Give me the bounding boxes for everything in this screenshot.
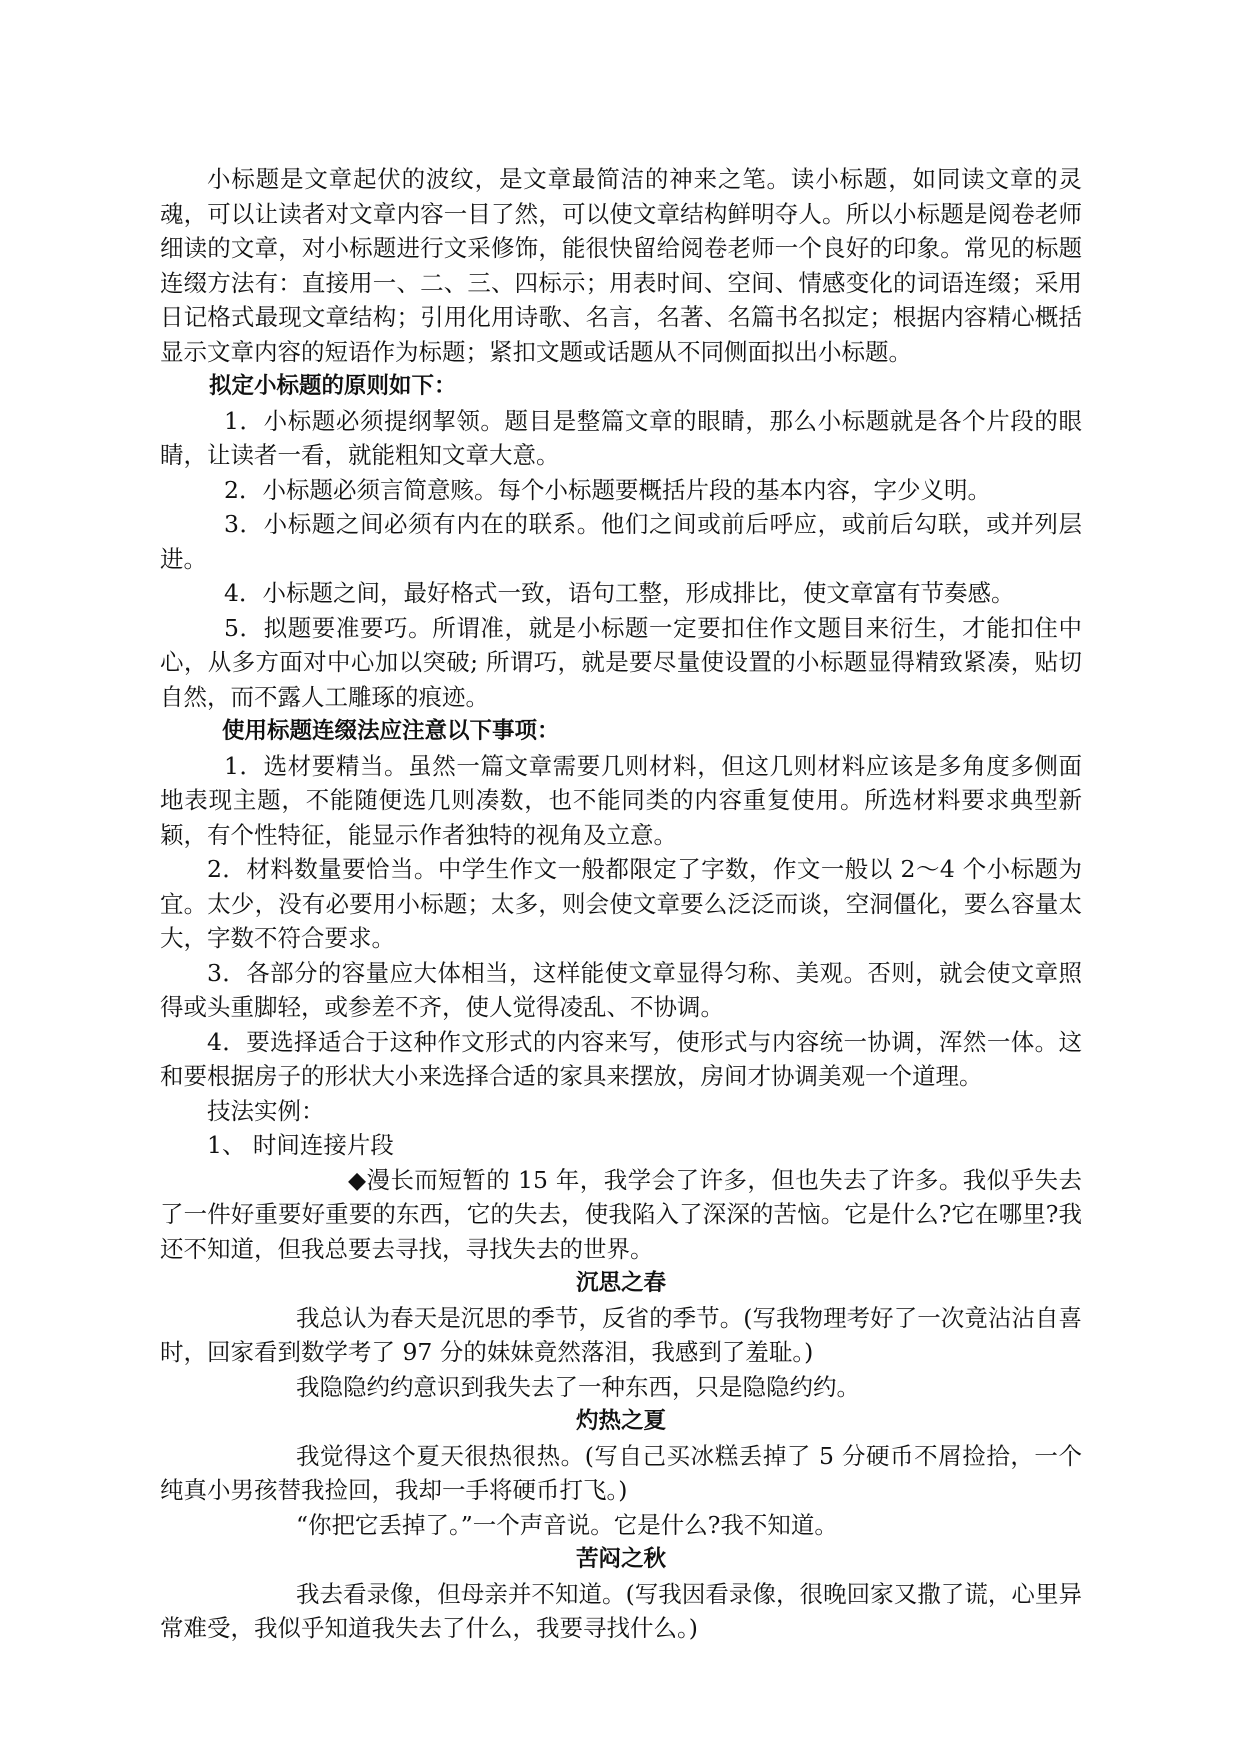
note-item: 4．要选择适合于这种作文形式的内容来写，使形式与内容统一协调，浑然一体。这和要根据房子的形状大小来选择合适的家具来摆放，房间才协调美观一个道理。	[160, 1027, 1082, 1090]
examples-heading: 技法实例：	[207, 1096, 325, 1125]
section-paragraph: 我去看录像，但母亲并不知道。(写我因看录像，很晚回家又撒了谎，心里异常难受，我似乎知道我失去了什么，我要寻找什么。)	[160, 1579, 1082, 1642]
principle-item: 2．小标题必须言简意赅。每个小标题要概括片段的基本内容，字少义明。	[224, 475, 991, 504]
principle-item: 3．小标题之间必须有内在的联系。他们之间或前后呼应，或前后勾联，或并列层进。	[160, 510, 1082, 573]
note-item: 1．选材要精当。虽然一篇文章需要几则材料，但这几则材料应该是多角度多侧面地表现主题，不能随便选几则凑数，也不能同类的内容重复使用。所选材料要求典型新颖，有个性特征，能显示作者独特的视角及立意。	[160, 751, 1082, 849]
intro-paragraph: 小标题是文章起伏的波纹，是文章最简洁的神来之笔。读小标题，如同读文章的灵魂，可以让读者对文章内容一目了然，可以使文章结构鲜明夺人。所以小标题是阅卷老师细读的文章，对小标题进行文采修饰，能很快留给阅卷老师一个良好的印象。常见的标题连缀方法有：直接用一、二、三、四标示；用表时间、空间、情感变化的词语连缀；采用日记格式最现文章结构；引用化用诗歌、名言，名著、名篇书名拟定；根据内容精心概括显示文章内容的短语作为标题；紧扣文题或话题从不同侧面拟出小标题。	[160, 165, 1082, 366]
note-item: 3．各部分的容量应大体相当，这样能使文章显得匀称、美观。否则，就会使文章照得或头重脚轻，或参差不齐，使人觉得凌乱、不协调。	[160, 958, 1082, 1021]
principles-heading: 拟定小标题的原则如下：	[209, 373, 457, 399]
section-title-summer: 灼热之夏	[575, 1408, 666, 1434]
section-paragraph: “你把它丢掉了。”一个声音说。它是什么?我不知道。	[296, 1510, 838, 1539]
section-title-spring: 沉思之春	[575, 1270, 666, 1296]
principle-item: 5．拟题要准要巧。所谓准，就是小标题一定要扣住作文题目来衍生，才能扣住中心，从多方面对中心加以突破; 所谓巧，就是要尽量使设置的小标题显得精致紧凑，贴切自然，而不露人工雕琢的痕迹。	[160, 613, 1082, 711]
section-paragraph: 我觉得这个夏天很热很热。(写自己买冰糕丢掉了 5 分硬币不屑捡拾，一个纯真小男孩替我捡回，我却一手将硬币打飞。)	[160, 1441, 1082, 1504]
section-paragraph: 我隐隐约约意识到我失去了一种东西，只是隐隐约约。	[296, 1372, 860, 1401]
principle-item: 1．小标题必须提纲挈领。题目是整篇文章的眼睛，那么小标题就是各个片段的眼睛，让读者一看，就能粗知文章大意。	[160, 406, 1082, 469]
examples-sub-heading: 1、 时间连接片段	[207, 1131, 394, 1159]
principle-item: 4．小标题之间，最好格式一致，语句工整，形成排比，使文章富有节奏感。	[224, 579, 1015, 607]
section-title-autumn: 苦闷之秋	[575, 1546, 666, 1572]
document-page	[160, 162, 1082, 1646]
note-item: 2．材料数量要恰当。中学生作文一般都限定了字数，作文一般以 2～4 个小标题为宜。太少，没有必要用小标题；太多，则会使文章要么泛泛而谈，空洞僵化，要么容量太大，字数不符合要求。	[160, 855, 1082, 952]
section-paragraph: 我总认为春天是沉思的季节，反省的季节。(写我物理考好了一次竟沾沾自喜时，回家看到数学考了 97 分的妹妹竟然落泪，我感到了羞耻。)	[160, 1303, 1082, 1366]
example-opening: ◆漫长而短暂的 15 年，我学会了许多，但也失去了许多。我似乎失去了一件好重要好重要的东西，它的失去，使我陷入了深深的苦恼。它是什么?它在哪里?我还不知道，但我总要去寻找，寻找失去的世界。	[160, 1165, 1082, 1263]
notes-heading: 使用标题连缀法应注意以下事项：	[222, 718, 560, 744]
